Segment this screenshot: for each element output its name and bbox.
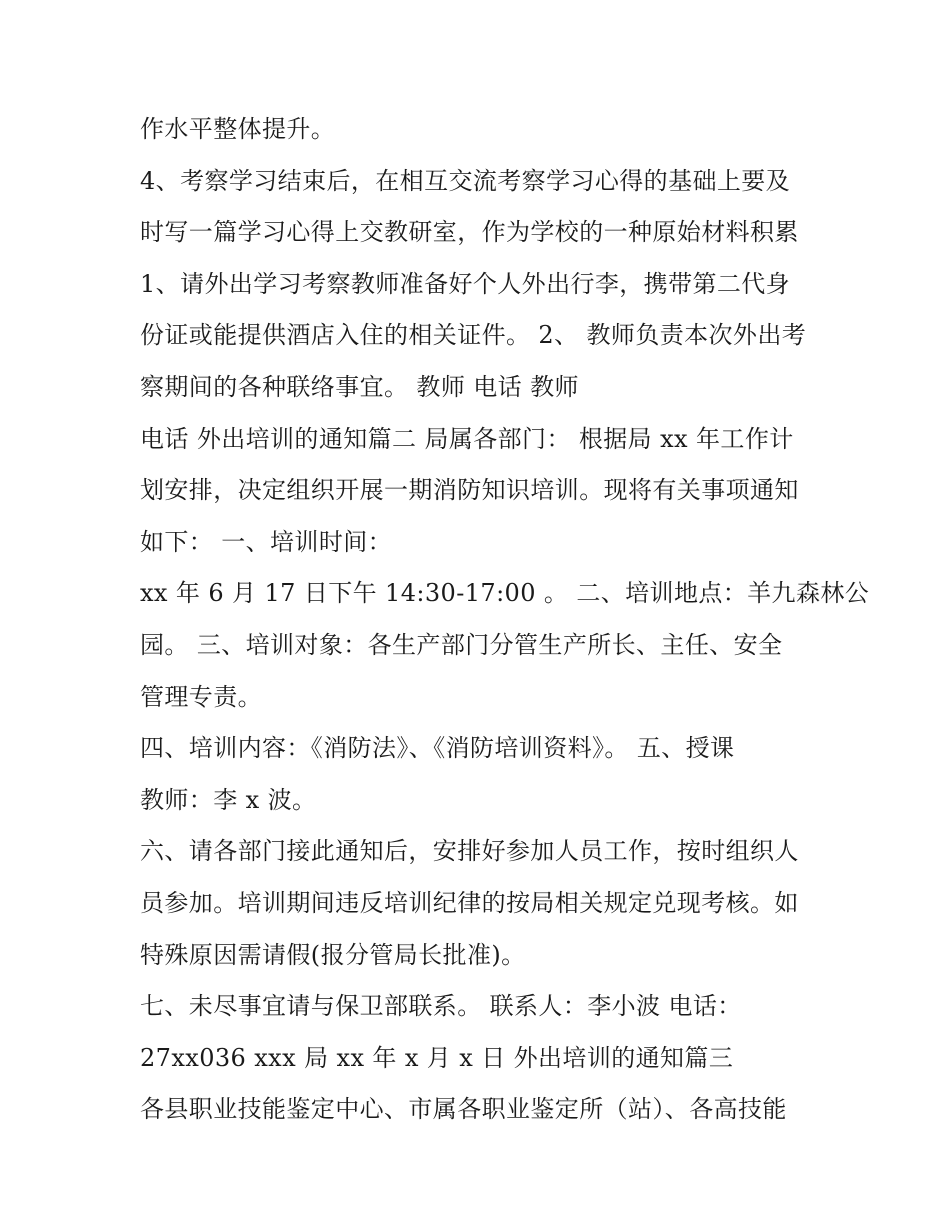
text-line: 察期间的各种联络事宜。 教师 电话 教师 — [140, 372, 579, 401]
text-line: 1、请外出学习考察教师准备好个人外出行李，携带第二代身 — [140, 269, 791, 298]
text-line: 管理专责。 — [140, 682, 262, 711]
text-line: 七、未尽事宜请与保卫部联系。 联系人：李小波 电话： — [140, 992, 742, 1021]
text-line: 27xx036 xxx 局 xx 年 x 月 x 日 外出培训的通知篇三 — [140, 1043, 734, 1072]
text-line: xx 年 6 月 17 日下午 14:30-17:00 。 二、培训地点：羊九森林公 — [140, 579, 870, 608]
text-line: 划安排，决定组织开展一期消防知识培训。现将有关事项通知 — [140, 476, 799, 505]
text-line: 4、考察学习结束后，在相互交流考察学习心得的基础上要及 — [140, 166, 791, 195]
text-line: 六、请各部门接此通知后，安排好参加人员工作，按时组织人 — [140, 837, 799, 866]
text-line: 四、培训内容：《消防法》、《消防培训资料》。 五、授课 — [140, 734, 735, 763]
text-line: 份证或能提供酒店入住的相关证件。 2、 教师负责本次外出考 — [140, 321, 807, 350]
text-line: 各县职业技能鉴定中心、市属各职业鉴定所（站）、各高技能 — [140, 1095, 787, 1124]
text-line: 特殊原因需请假(报分管局长批准)。 — [140, 940, 526, 969]
text-line: 园。 三、培训对象：各生产部门分管生产所长、主任、安全 — [140, 630, 783, 659]
text-line: 员参加。培训期间违反培训纪律的按局相关规定兑现考核。如 — [140, 888, 799, 917]
text-line: 时写一篇学习心得上交教研室，作为学校的一种原始材料积累 — [140, 218, 799, 247]
text-line: 教师：李 x 波。 — [140, 785, 317, 814]
document-body — [140, 104, 870, 1136]
text-line: 如下： 一、培训时间： — [140, 527, 393, 556]
text-line: 电话 外出培训的通知篇二 局属各部门： 根据局 xx 年工作计 — [140, 424, 794, 453]
text-line: 作水平整体提升。 — [140, 115, 336, 143]
